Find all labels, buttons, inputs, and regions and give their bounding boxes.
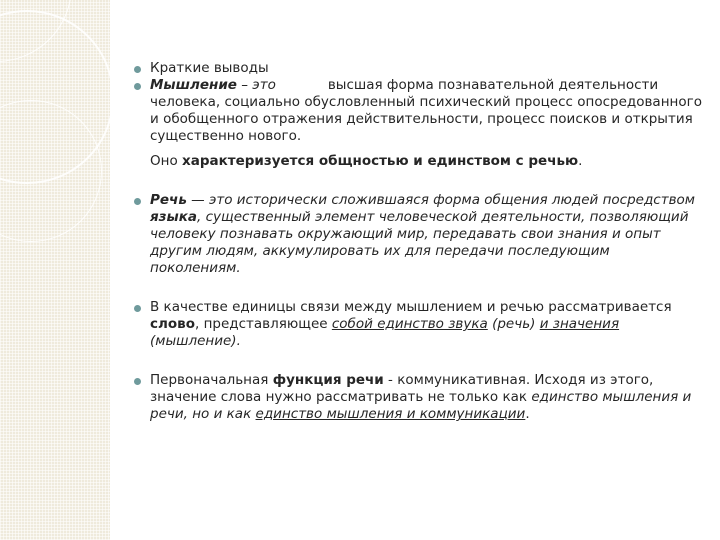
word-text-2: , представляющее: [194, 316, 332, 332]
thinking-summary: [134, 153, 704, 170]
summary-bold: характеризуется общностью и единством с речью: [182, 153, 579, 169]
word-unity-sound: собой единство звука: [331, 316, 488, 332]
summary-lead: Оно: [150, 153, 183, 169]
word-speech: (речь): [487, 316, 540, 332]
term-word: слово: [150, 316, 195, 332]
decorative-side-band: [0, 0, 110, 540]
function-end: .: [525, 406, 530, 422]
function-communication: единство мышления и коммуникации: [255, 406, 526, 422]
bullet-thinking: [134, 77, 704, 145]
speech-text-2: , существенный элемент человеческой деятельности, позволяющий человеку познавать окружающий мир, передавать свои знания и опыт другим людям, аккумулировать их для передачи последующим поколениям.: [150, 209, 689, 276]
bullet-word: [134, 299, 704, 350]
dash-text: – это: [236, 77, 276, 93]
term-speech: Речь: [150, 192, 187, 208]
bullet-heading: [134, 60, 704, 77]
bullet-icon: [134, 83, 141, 90]
function-unity: единство мышления и речи, но и как: [150, 389, 692, 422]
word-text-1: В качестве единицы связи между мышлением и речью рассматривается: [150, 299, 672, 315]
slide-content: [134, 60, 704, 423]
word-meaning: и значения: [539, 316, 620, 332]
bullet-function: [134, 372, 704, 423]
function-text-2: - коммуникативная. Исходя из этого, значение слова нужно рассматривать не только как: [150, 372, 654, 405]
summary-end: .: [578, 153, 583, 169]
slide-heading: Краткие выводы: [150, 60, 269, 76]
term-language: языка: [150, 209, 197, 225]
speech-text-1: — это исторически сложившаяся форма общения людей посредством: [186, 192, 695, 208]
bullet-icon: [134, 378, 141, 385]
bullet-icon: [134, 305, 141, 312]
word-thinking: (мышление).: [150, 333, 241, 349]
function-text-1: Первоначальная: [150, 372, 273, 388]
thinking-definition: высшая форма познавательной деятельности человека, социально обусловленный психический процесс опосредованного и обобщенного отражения действительности, процесс поисков и открытия существенно нового.: [150, 77, 702, 144]
bullet-icon: [134, 66, 141, 73]
term-speech-function: функция речи: [272, 372, 384, 388]
bullet-speech: [134, 192, 704, 277]
term-thinking: Мышление: [150, 77, 237, 93]
bullet-icon: [134, 198, 141, 205]
